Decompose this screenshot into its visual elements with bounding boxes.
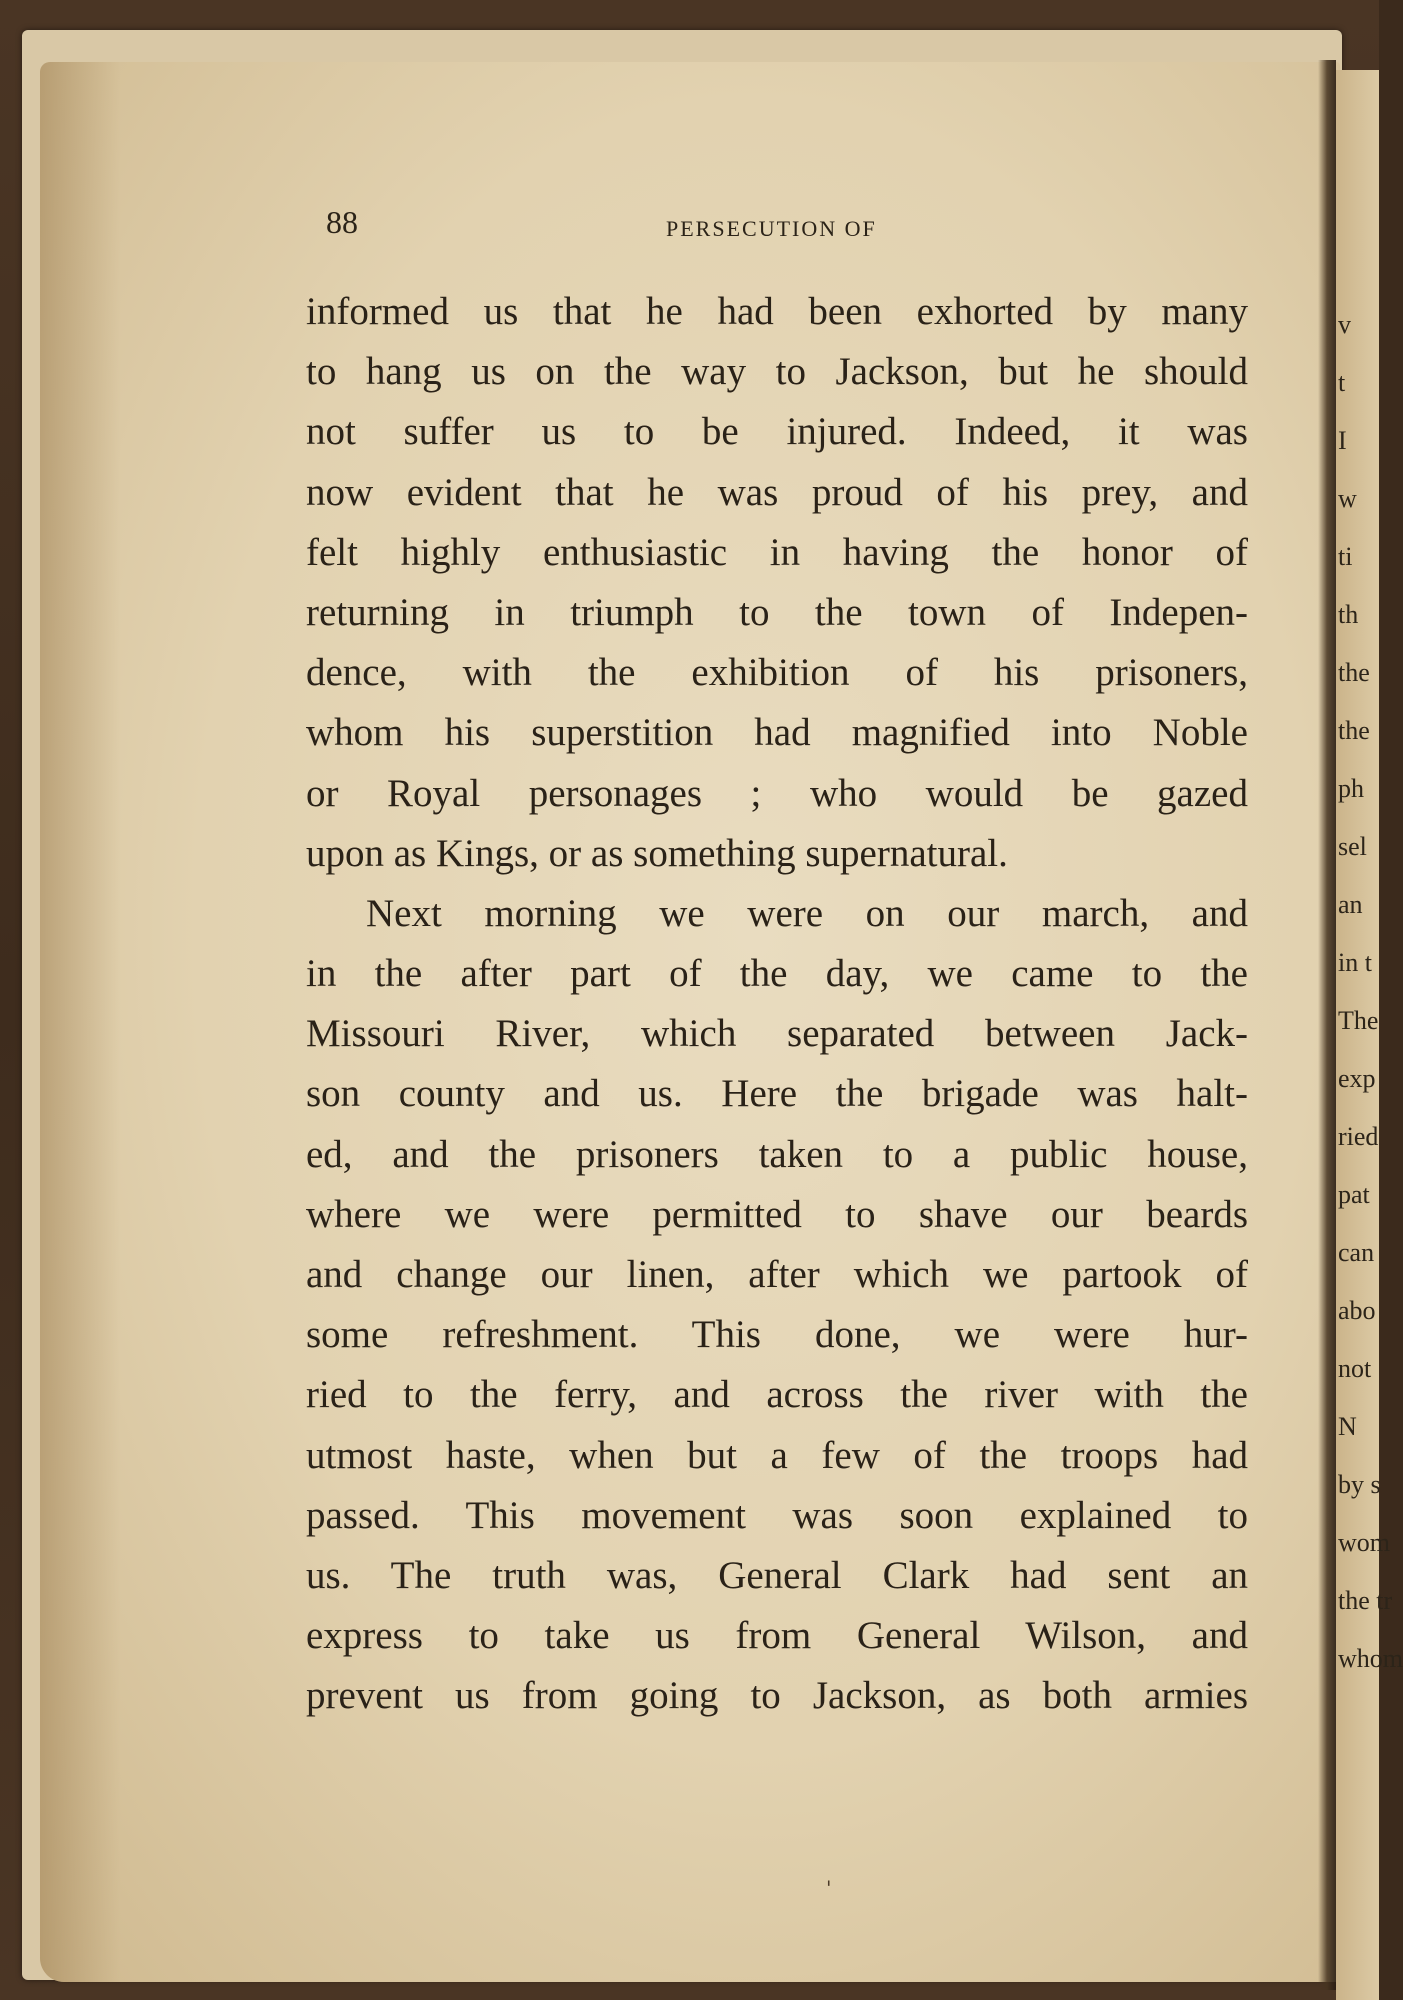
facing-page-fragment: w	[1338, 484, 1357, 513]
text-line: whom his superstition had magnified into Noble	[306, 711, 1248, 755]
text-line: in the after part of the day, we came to the	[306, 952, 1248, 996]
text-line: felt highly enthusiastic in having the honor of	[306, 530, 1248, 574]
facing-page-fragment: can	[1338, 1238, 1375, 1267]
stray-mark: '	[826, 1876, 832, 1900]
facing-page-fragment: t	[1338, 368, 1346, 397]
facing-page-fragment: ried	[1338, 1122, 1379, 1151]
facing-page-fragment: sel	[1338, 832, 1367, 861]
book-gutter	[1318, 60, 1336, 1990]
text-line: upon as Kings, or as something supernatural.	[306, 831, 1008, 875]
facing-page-fragment: by s	[1338, 1470, 1381, 1499]
facing-page-fragment: pat	[1338, 1180, 1370, 1209]
facing-page-fragment: wom	[1338, 1528, 1390, 1557]
text-line: ried to the ferry, and across the river with the	[306, 1373, 1248, 1417]
text-line: to hang us on the way to Jackson, but he should	[306, 350, 1248, 394]
facing-page-fragment: whom	[1338, 1644, 1403, 1673]
text-line: and change our linen, after which we partook of	[306, 1253, 1248, 1296]
facing-page-fragment: I	[1338, 426, 1347, 455]
text-line: us. The truth was, General Clark had sent an	[306, 1553, 1248, 1597]
text-line: Missouri River, which separated between Jack-	[306, 1012, 1248, 1056]
text-line: informed us that he had been exhorted by many	[306, 290, 1248, 333]
facing-page-fragment: v	[1338, 310, 1351, 339]
facing-page-fragment: ti	[1338, 542, 1353, 571]
text-line: ed, and the prisoners taken to a public house,	[306, 1132, 1248, 1176]
text-line: dence, with the exhibition of his prisoners,	[306, 651, 1248, 695]
running-head: PERSECUTION OF	[666, 216, 877, 241]
facing-page-fragment: N	[1338, 1412, 1357, 1441]
facing-page-fragment: th	[1338, 600, 1359, 629]
text-line: where we were permitted to shave our beards	[306, 1192, 1248, 1236]
text-line: not suffer us to be injured. Indeed, it was	[306, 410, 1248, 454]
text-line: son county and us. Here the brigade was halt-	[306, 1072, 1248, 1116]
facing-page-fragment: the	[1338, 658, 1370, 687]
page-number: 88	[326, 204, 358, 240]
facing-page-fragment: the tr	[1338, 1586, 1393, 1615]
page-header	[326, 204, 1286, 244]
page-body-text	[306, 282, 1248, 1727]
facing-page-fragment: in t	[1338, 948, 1372, 977]
text-line: passed. This movement was soon explained to	[306, 1493, 1248, 1537]
facing-page-fragment: ph	[1338, 774, 1364, 803]
text-line: express to take us from General Wilson, and	[306, 1614, 1248, 1658]
facing-page-fragment: an	[1338, 890, 1363, 919]
text-line: utmost haste, when but a few of the troops had	[306, 1433, 1248, 1477]
facing-page-fragment: abo	[1338, 1296, 1376, 1325]
facing-page-fragment: The	[1338, 1006, 1379, 1035]
facing-page-fragment: not	[1338, 1354, 1372, 1383]
facing-page-fragment: the	[1338, 716, 1370, 745]
text-line: prevent us from going to Jackson, as both armies	[306, 1674, 1248, 1718]
text-line: Next morning we were on our march, and	[366, 891, 1248, 935]
text-line: or Royal personages ; who would be gazed	[306, 771, 1248, 815]
page-edge-shadow	[40, 62, 120, 1982]
text-line: returning in triumph to the town of Indepen-	[306, 590, 1248, 634]
facing-page-edge	[1336, 70, 1403, 2000]
facing-page-fragment: exp	[1338, 1064, 1376, 1093]
text-line: some refreshment. This done, we were hur-	[306, 1313, 1248, 1357]
text-line: now evident that he was proud of his prey, and	[306, 470, 1248, 514]
